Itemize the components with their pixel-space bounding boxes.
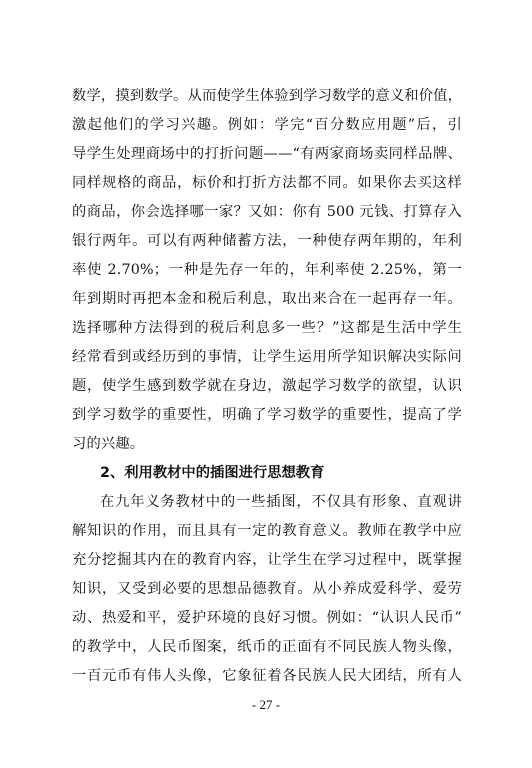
page-number: - 27 - (251, 697, 281, 712)
paragraph-1-line: 数学，摸到数学。从而使学生体验到学习数学的意义和价值， (72, 88, 463, 104)
paragraph-2-line: 充分挖掘其内在的教育内容，让学生在学习过程中，既掌握 (72, 552, 462, 568)
paragraph-1-line: 年到期时再把本金和税后利息，取出来合在一起再存一年。 (72, 291, 462, 307)
paragraph-1-line: 同样规格的商品，标价和打折方法都不同。如果你去买这样 (72, 175, 462, 191)
paragraph-2-line: 一百元币有伟人头像，它象征着各民族人民大团结，所有人 (72, 668, 462, 684)
paragraph-1-line: 率使 2.70%；一种是先存一年的，年利率使 2.25%，第一 (72, 262, 462, 278)
paragraph-1-line: 经常看到或经历到的事情，让学生运用所学知识解决实际问 (72, 349, 462, 365)
paragraph-1-line: 的商品，你会选择哪一家？又如：你有 500 元钱、打算存入 (72, 204, 462, 220)
paragraph-2-line: 动、热爱和平，爱护环境的良好习惯。例如：“认识人民币” (72, 610, 462, 626)
paragraph-1-line: 选择哪种方法得到的税后利息多一些？”这都是生活中学生 (72, 320, 462, 336)
section-heading: 2、利用教材中的插图进行思想教育 (100, 465, 325, 481)
paragraph-1-line: 题，使学生感到数学就在身边，激起学习数学的欲望，认识 (72, 378, 462, 394)
paragraph-1-line: 习的兴趣。 (72, 436, 145, 452)
paragraph-1-line: 导学生处理商场中的打折问题——“有两家商场卖同样品牌、 (72, 146, 462, 162)
paragraph-1-line: 激起他们的学习兴趣。例如：学完“百分数应用题”后，引 (72, 117, 462, 133)
paragraph-2-line: 的教学中，人民币图案，纸币的正面有不同民族人物头像， (72, 639, 462, 655)
paragraph-2-line: 在九年义务教材中的一些插图，不仅具有形象、直观讲 (100, 494, 462, 510)
paragraph-1-line: 到学习数学的重要性，明确了学习数学的重要性，提高了学 (72, 407, 462, 423)
paragraph-1-line: 银行两年。可以有两种储蓄方法，一种使存两年期的，年利 (72, 233, 462, 249)
paragraph-2-line: 知识，又受到必要的思想品德教育。从小养成爱科学、爱劳 (72, 581, 462, 597)
paragraph-2-line: 解知识的作用，而且具有一定的教育意义。教师在教学中应 (72, 523, 462, 539)
